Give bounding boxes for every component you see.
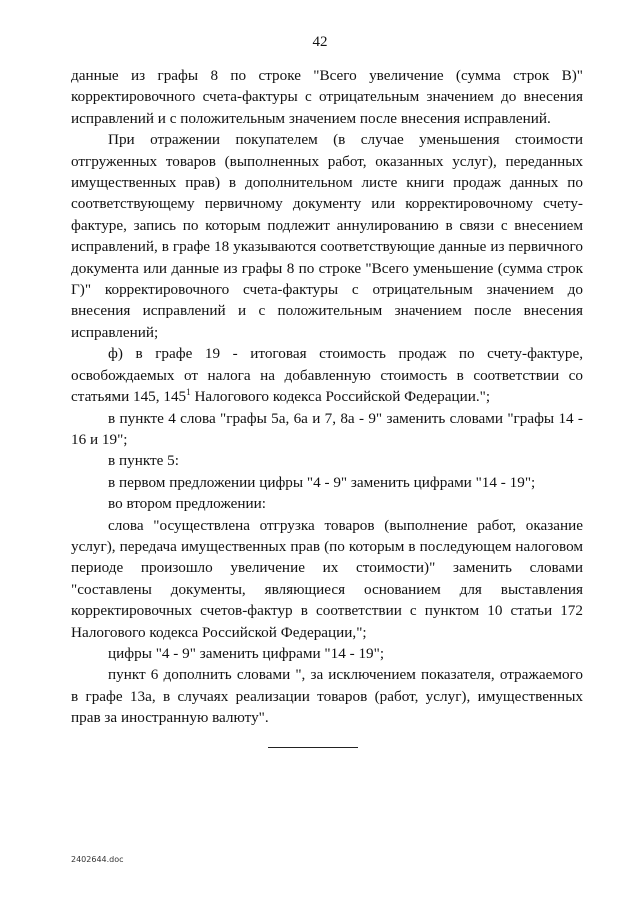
footnote-mark: 1: [186, 387, 191, 398]
paragraph-6: в первом предложении цифры "4 - 9" заменить цифрами "14 - 19";: [108, 473, 536, 491]
paragraph-5: в пункте 5:: [108, 452, 179, 470]
paragraph-9: цифры "4 - 9" заменить цифрами "14 - 19";: [108, 644, 385, 662]
paragraph-3: [71, 343, 583, 407]
paragraph-10: пункт 6 дополнить словами ", за исключением показателя, отражаемого в графе 13а, в случаях реализации товаров (работ, услуг), имущественных прав за иностранную валюту".: [71, 666, 583, 727]
paragraph-3-tail: Налогового кодекса Российской Федерации.";: [190, 388, 491, 406]
footer-document-code: 2402644.doc: [71, 855, 124, 864]
document-body: [71, 65, 583, 729]
page-number: 42: [312, 34, 328, 50]
paragraph-7: во втором предложении:: [108, 495, 267, 513]
paragraph-4: в пункте 4 слова "графы 5а, 6а и 7, 8а - 9" заменить словами "графы 14 - 16 и 19";: [71, 409, 583, 448]
paragraph-8: слова "осуществлена отгрузка товаров (выполнение работ, оказание услуг), передача имущественных прав (по которым в последующем налоговом периоде произошло увеличение их стоимости)" заменить словами "составлены документы, являющиеся основанием для выставления корректировочных счетов-фактур в соответствии с пунктом 10 статьи 172 Налогового кодекса Российской Федерации,";: [71, 516, 583, 641]
end-separator-line: [268, 747, 358, 748]
paragraph-1: данные из графы 8 по строке "Всего увеличение (сумма строк В)" корректировочного счета-фактуры с отрицательным значением до внесения исправлений и с положительным значением после внесения исправлений.: [71, 67, 583, 127]
paragraph-3-text: ф) в графе 19 - итоговая стоимость продаж по счету-фактуре, освобождаемых от налога на добавленную стоимость в соответствии со статьями 145, 145: [71, 345, 583, 406]
paragraph-2: При отражении покупателем (в случае уменьшения стоимости отгруженных товаров (выполненных работ, оказанных услуг), переданных имущественных прав) в дополнительном листе книги продаж данных по соответствующему первичному документу или корректировочному счету-фактуре, запись по которым подлежит аннулированию в связи с внесением исправлений, в графе 18 указываются соответствующие данные из первичного документа или данные из графы 8 по строке "Всего уменьшение (сумма строк Г)" корректировочного счета-фактуры с отрицательным значением до внесения исправлений и с положительным значением после внесения исправлений;: [71, 131, 583, 341]
